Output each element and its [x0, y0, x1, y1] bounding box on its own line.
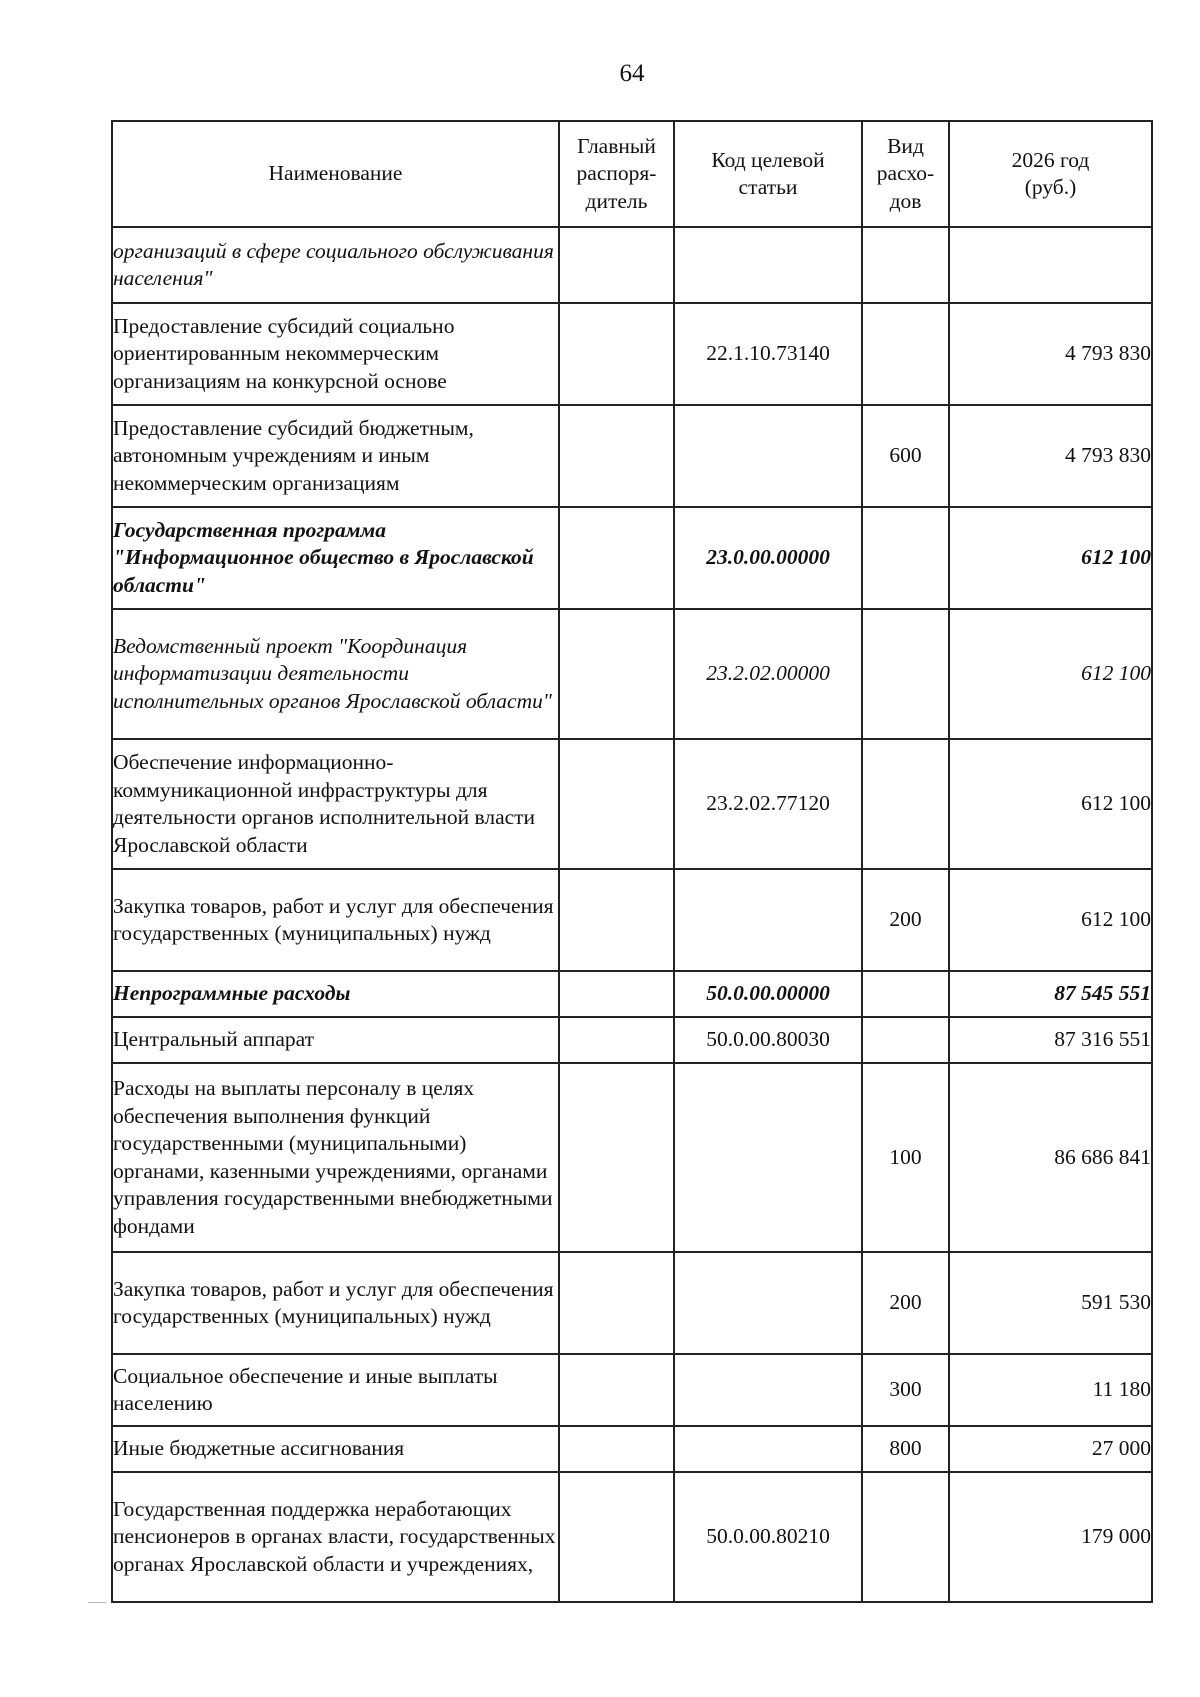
scan-mark [88, 1602, 106, 1603]
row-name: Закупка товаров, работ и услуг для обеспечения государственных (муниципальных) нужд [112, 1252, 559, 1354]
row-expense-type [862, 971, 949, 1017]
row-name: Социальное обеспечение и иные выплаты населению [112, 1354, 559, 1426]
row-administrator [559, 1252, 674, 1354]
row-name: Расходы на выплаты персоналу в целях обеспечения выполнения функций государственными (муниципальными) органами, казенными учреждениями, органами управления государственными внебюджетными фондами [112, 1063, 559, 1252]
row-code: 50.0.00.00000 [674, 971, 862, 1017]
row-administrator [559, 227, 674, 303]
row-code: 50.0.00.80210 [674, 1472, 862, 1602]
table-body [112, 227, 1152, 1602]
table-row [112, 971, 1152, 1017]
page-number: 64 [619, 60, 645, 87]
header-code: Код целевой статьи [674, 121, 862, 227]
row-expense-type: 300 [862, 1354, 949, 1426]
row-amount: 87 316 551 [949, 1017, 1152, 1063]
row-administrator [559, 1017, 674, 1063]
table-row [112, 1252, 1152, 1354]
row-amount: 86 686 841 [949, 1063, 1152, 1252]
row-amount: 4 793 830 [949, 405, 1152, 507]
row-code [674, 1252, 862, 1354]
table-row [112, 1472, 1152, 1602]
table-row [112, 1354, 1152, 1426]
row-expense-type: 200 [862, 869, 949, 971]
row-expense-type: 600 [862, 405, 949, 507]
row-code: 23.2.02.77120 [674, 739, 862, 869]
row-amount: 11 180 [949, 1354, 1152, 1426]
row-amount: 87 545 551 [949, 971, 1152, 1017]
row-name: Непрограммные расходы [112, 971, 559, 1017]
row-name: Ведомственный проект "Координация информатизации деятельности исполнительных органов Ярославской области" [112, 609, 559, 739]
row-amount: 4 793 830 [949, 303, 1152, 405]
table-row [112, 1426, 1152, 1472]
table-row [112, 507, 1152, 609]
row-amount: 612 100 [949, 739, 1152, 869]
row-administrator [559, 303, 674, 405]
row-administrator [559, 507, 674, 609]
row-code: 50.0.00.80030 [674, 1017, 862, 1063]
row-expense-type: 800 [862, 1426, 949, 1472]
header-name: Наименование [112, 121, 559, 227]
row-administrator [559, 609, 674, 739]
row-code: 23.0.00.00000 [674, 507, 862, 609]
row-code [674, 869, 862, 971]
row-code [674, 1063, 862, 1252]
row-name: Предоставление субсидий социально ориентированным некоммерческим организациям на конкурсной основе [112, 303, 559, 405]
row-code [674, 1426, 862, 1472]
header-amount: 2026 год (руб.) [949, 121, 1152, 227]
row-expense-type [862, 1017, 949, 1063]
row-code [674, 405, 862, 507]
row-expense-type [862, 609, 949, 739]
row-expense-type [862, 303, 949, 405]
row-amount: 591 530 [949, 1252, 1152, 1354]
row-name: Обеспечение информационно-коммуникационной инфраструктуры для деятельности органов исполнительной власти Ярославской области [112, 739, 559, 869]
row-name: Иные бюджетные ассигнования [112, 1426, 559, 1472]
table-row [112, 869, 1152, 971]
table-header-row [112, 121, 1152, 227]
table-row [112, 1063, 1152, 1252]
row-administrator [559, 971, 674, 1017]
row-amount: 612 100 [949, 507, 1152, 609]
table-row [112, 609, 1152, 739]
row-amount [949, 227, 1152, 303]
row-expense-type [862, 507, 949, 609]
row-expense-type [862, 739, 949, 869]
row-expense-type [862, 1472, 949, 1602]
row-name: организаций в сфере социального обслуживания населения" [112, 227, 559, 303]
row-expense-type: 200 [862, 1252, 949, 1354]
row-name: Государственная программа "Информационное общество в Ярославской области" [112, 507, 559, 609]
table-row [112, 227, 1152, 303]
row-name: Государственная поддержка неработающих пенсионеров в органах власти, государственных органах Ярославской области и учреждениях, [112, 1472, 559, 1602]
row-expense-type: 100 [862, 1063, 949, 1252]
table-row [112, 303, 1152, 405]
row-administrator [559, 1063, 674, 1252]
row-name: Закупка товаров, работ и услуг для обеспечения государственных (муниципальных) нужд [112, 869, 559, 971]
row-amount: 179 000 [949, 1472, 1152, 1602]
row-expense-type [862, 227, 949, 303]
table-row [112, 1017, 1152, 1063]
table-row [112, 405, 1152, 507]
row-code: 23.2.02.00000 [674, 609, 862, 739]
row-administrator [559, 405, 674, 507]
row-code: 22.1.10.73140 [674, 303, 862, 405]
row-name: Предоставление субсидий бюджетным, автономным учреждениям и иным некоммерческим организациям [112, 405, 559, 507]
row-administrator [559, 739, 674, 869]
row-amount: 612 100 [949, 609, 1152, 739]
header-administrator: Главный распоря-дитель [559, 121, 674, 227]
row-amount: 27 000 [949, 1426, 1152, 1472]
budget-table [111, 120, 1153, 1603]
header-type: Вид расхо-дов [862, 121, 949, 227]
row-code [674, 227, 862, 303]
row-name: Центральный аппарат [112, 1017, 559, 1063]
row-administrator [559, 1472, 674, 1602]
row-administrator [559, 1354, 674, 1426]
table-row [112, 739, 1152, 869]
row-administrator [559, 869, 674, 971]
row-code [674, 1354, 862, 1426]
row-amount: 612 100 [949, 869, 1152, 971]
row-administrator [559, 1426, 674, 1472]
